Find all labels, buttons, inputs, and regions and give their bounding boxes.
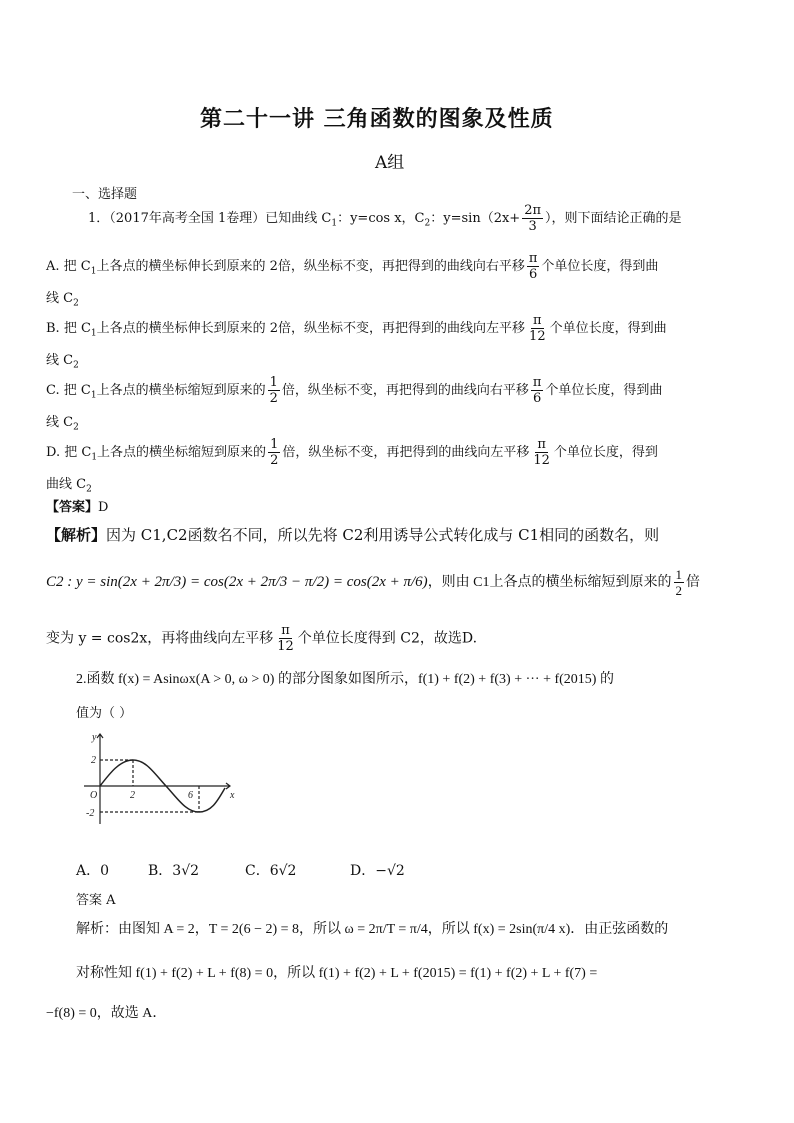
option-b-line2: 线 $C_2$ <box>46 353 79 371</box>
question-2-stem: 2.函数 f(x) = Asinωx(A > 0, ω > 0) 的部分图象如图所示，f(1) + f(2) + f(3) + ··· + f(2015) 的 <box>76 672 614 687</box>
group-heading: A组 <box>375 153 405 173</box>
option-d: D. 把 $C_1$上各点的横坐标缩短到原来的 $\frac{1}{2}$ 倍，纵坐标不变，再把得到的曲线向左平移 $\frac{\pi}{12}$ 个单位长度，得到 <box>46 437 658 468</box>
question-2-stem-line2: 值为（ ） <box>76 706 133 721</box>
option-d-line2: 曲线 $C_2$ <box>46 477 92 495</box>
q2-option-c: C．6√2 <box>245 863 297 879</box>
option-a: A. 把 $C_1$上各点的横坐标伸长到原来的 2倍，纵坐标不变，再把得到的曲线向右平移 $\frac{\pi}{6}$ 个单位长度，得到曲 <box>46 251 659 282</box>
q2-option-b: B．3√2 <box>148 863 200 879</box>
question-1-stem: 1．（2017年高考全国 1卷理）已知曲线 $C_1$：y=cos x，$C_2$：y=sin（2x+ $\frac{2\pi}{3}$ ），则下面结论正确的是 <box>88 203 682 234</box>
q2-answer: 答案 A <box>76 893 116 908</box>
page-title: 第二十一讲 三角函数的图象及性质 <box>200 106 554 132</box>
option-b: B. 把 $C_1$上各点的横坐标伸长到原来的 2倍，纵坐标不变，再把得到的曲线向左平移 $\frac{\pi}{12}$ 个单位长度，得到曲 <box>46 313 667 344</box>
analysis-line-1: 【解析】因为 C1,C2函数名不同，所以先将 C2利用诱导公式转化成与 C1相同的函数名，则 <box>46 526 660 544</box>
fraction: $\frac{2\pi}{3}$ <box>524 203 542 234</box>
q2-solution-line-2: 对称性知 f(1) + f(2) + L + f(8) = 0，所以 f(1) + f(2) + L + f(2015) = f(1) + f(2) + L + f(7) = <box>76 966 598 981</box>
y-axis-label: y <box>92 732 97 743</box>
tick-6-label: 6 <box>188 790 193 801</box>
option-c-line2: 线 $C_2$ <box>46 415 79 433</box>
q2-solution-line-3: −f(8) = 0，故选 A． <box>46 1006 167 1021</box>
q2-solution-line-1: 解析：由图知 A = 2，T = 2(6 − 2) = 8，所以 ω = 2π/T = π/4，所以 f(x) = 2sin(π/4 x)．由正弦函数的 <box>76 922 669 937</box>
tick-ymax-label: 2 <box>91 755 96 766</box>
section-heading: 一、选择题 <box>72 187 138 202</box>
origin-label: O <box>90 790 98 801</box>
option-a-line2: 线 $C_2$ <box>46 291 79 309</box>
q2-option-d: D．−√2 <box>350 863 405 879</box>
analysis-line-3: 变为 y = cos2x，再将曲线向左平移 $\frac{\pi}{12}$ 个单位长度得到 C2，故选D. <box>46 623 478 654</box>
option-c: C. 把 $C_1$上各点的横坐标缩短到原来的 $\frac{1}{2}$ 倍，纵坐标不变，再把得到的曲线向右平移 $\frac{\pi}{6}$ 个单位长度，得到曲 <box>46 375 663 406</box>
analysis-line-2: C2 : y = sin(2x + 2π/3) = cos(2x + 2π/3 − π/2) = cos(2x + π/6)，则由 C1上各点的横坐标缩短到原来的 $\frac{1}{2}$ 倍 <box>46 567 701 598</box>
tick-ymin-label: -2 <box>86 808 95 819</box>
sine-graph <box>80 728 240 828</box>
tick-2-label: 2 <box>130 790 135 801</box>
q2-option-a: A．0 <box>76 863 110 879</box>
x-axis-label: x <box>230 790 235 801</box>
answer-line: 【答案】D <box>46 500 109 515</box>
